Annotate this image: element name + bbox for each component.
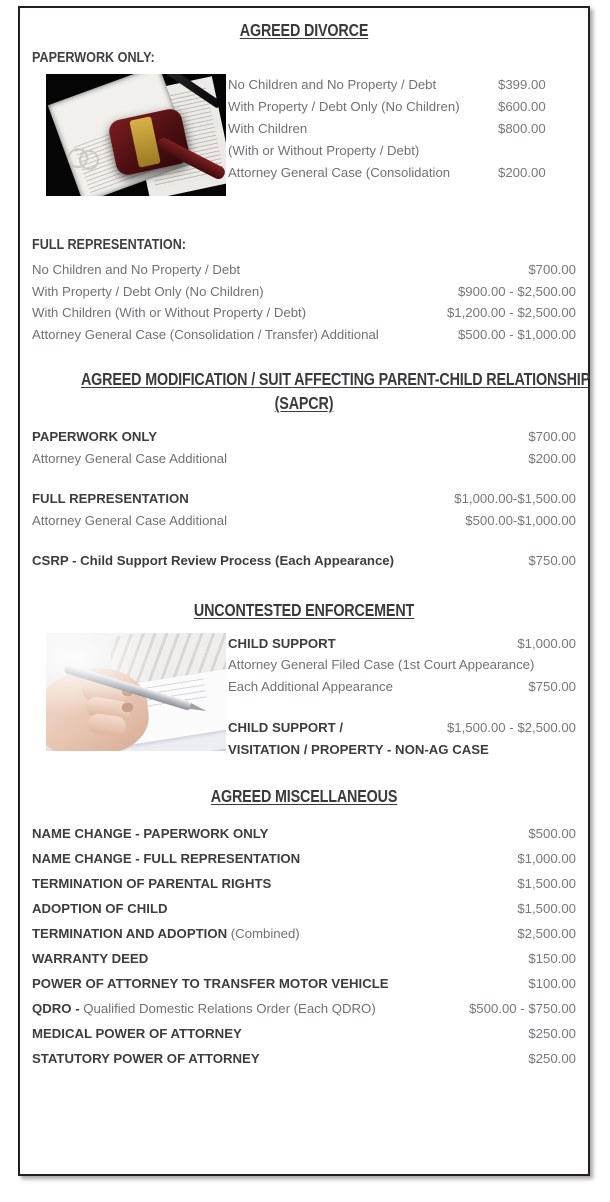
- item-label-suffix: (Combined): [227, 926, 300, 941]
- item-price: $500.00 - $750.00: [468, 1001, 576, 1016]
- list-item: [228, 96, 576, 118]
- item-price: $250.00: [528, 1051, 576, 1066]
- item-price: $1,200.00 - $2,500.00: [446, 305, 576, 320]
- item-label: CHILD SUPPORT /: [228, 720, 344, 735]
- item-label: STATUTORY POWER OF ATTORNEY: [32, 1051, 260, 1066]
- section-heading-agreed-divorce: [32, 20, 576, 41]
- item-price: $100.00: [528, 976, 576, 991]
- item-price: $1,000.00: [517, 635, 576, 651]
- item-label: No Children and No Property / Debt: [32, 262, 241, 277]
- table-row: [32, 426, 576, 448]
- item-price: $200.00: [528, 450, 576, 466]
- item-label: MEDICAL POWER OF ATTORNEY: [32, 1026, 242, 1041]
- section-heading-agreed-modification: [32, 369, 591, 414]
- item-price: $150.00: [528, 951, 576, 966]
- uncontested-enforcement-title-text: UNCONTESTED ENFORCEMENT: [193, 599, 415, 620]
- table-row: [32, 550, 576, 572]
- item-label: No Children and No Property / Debt: [228, 77, 437, 92]
- table-row: [32, 871, 576, 896]
- item-label: Attorney General Case (Consolidation / Transfer) Additional: [32, 326, 379, 342]
- item-price: $500.00-$1,000.00: [465, 512, 576, 528]
- item-label: PAPERWORK ONLY: [32, 429, 158, 444]
- table-row: [228, 739, 576, 761]
- item-label: Attorney General Case (Consolidation: [228, 165, 451, 180]
- table-row: [32, 971, 576, 996]
- table-row: [32, 1046, 576, 1071]
- table-row: [32, 946, 576, 971]
- item-label-suffix: Qualified Domestic Relations Order (Each QDRO): [79, 1001, 376, 1016]
- full-representation-price-list: [32, 259, 576, 345]
- item-price: $700.00: [528, 429, 576, 444]
- section-heading-uncontested-enforcement: [32, 600, 576, 621]
- table-row: [228, 676, 576, 698]
- table-row: [32, 259, 576, 281]
- item-price: $2,500.00: [517, 926, 576, 941]
- item-label: [32, 921, 509, 946]
- item-price: $700.00: [528, 262, 576, 277]
- item-price: $1,000.00: [517, 851, 576, 866]
- hand-writing-photo: [46, 633, 226, 751]
- item-price: $1,500.00 - $2,500.00: [446, 720, 576, 735]
- item-label: CSRP - Child Support Review Process (Each Appearance): [32, 553, 395, 568]
- item-price: $800.00: [498, 121, 546, 136]
- item-label-strong: QDRO -: [32, 1001, 80, 1016]
- table-row: [32, 921, 576, 946]
- sapcr-price-list: [32, 426, 576, 572]
- full-representation-subheading: FULL REPRESENTATION:: [32, 236, 187, 253]
- item-label: POWER OF ATTORNEY TO TRANSFER MOTOR VEHICLE: [32, 976, 389, 991]
- table-row: [32, 846, 576, 871]
- item-price: $750.00: [528, 678, 576, 694]
- table-row: [228, 717, 576, 739]
- table-row: [228, 633, 576, 655]
- item-label: Attorney General Case Additional: [32, 512, 227, 528]
- table-row: [32, 324, 576, 346]
- item-label-strong: TERMINATION AND ADOPTION: [32, 926, 228, 941]
- table-row: [32, 1021, 576, 1046]
- item-price: $200.00: [498, 165, 546, 180]
- miscellaneous-price-list: [32, 821, 576, 1071]
- table-row: [32, 281, 576, 303]
- list-item: [228, 140, 576, 162]
- table-row: [32, 821, 576, 846]
- item-label: NAME CHANGE - FULL REPRESENTATION: [32, 851, 301, 866]
- item-label: With Property / Debt Only (No Children): [32, 283, 264, 299]
- list-item: [228, 74, 576, 96]
- item-price: $250.00: [528, 1026, 576, 1041]
- paperwork-only-price-list: [228, 74, 576, 184]
- item-price: $500.00 - $1,000.00: [457, 326, 576, 342]
- table-row: [32, 510, 576, 532]
- item-label: CHILD SUPPORT: [228, 635, 336, 651]
- item-price: $1,500.00: [517, 876, 576, 891]
- item-label: NAME CHANGE - PAPERWORK ONLY: [32, 826, 269, 841]
- fee-schedule-page: [18, 6, 590, 1176]
- gavel-photo: [46, 74, 226, 196]
- item-label: Attorney General Case Additional: [32, 450, 227, 466]
- table-row: [32, 302, 576, 324]
- item-label: [32, 996, 461, 1021]
- table-row: [228, 654, 576, 676]
- item-label: VISITATION / PROPERTY - NON-AG CASE: [228, 741, 489, 757]
- item-label: Attorney General Filed Case (1st Court Appearance): [228, 657, 535, 672]
- table-row: [32, 896, 576, 921]
- item-label: With Children (With or Without Property / Debt): [32, 305, 307, 320]
- item-price: $500.00: [528, 826, 576, 841]
- table-row: [32, 448, 576, 470]
- item-label: FULL REPRESENTATION: [32, 491, 189, 506]
- item-price: $399.00: [498, 77, 546, 92]
- item-price: $600.00: [498, 99, 546, 114]
- enforcement-price-list: [228, 633, 576, 761]
- list-item: [228, 162, 576, 184]
- item-label: WARRANTY DEED: [32, 951, 149, 966]
- agreed-divorce-title-text: AGREED DIVORCE: [239, 20, 369, 40]
- uncontested-enforcement-block: [32, 633, 576, 761]
- list-item: [228, 118, 576, 140]
- table-row: [32, 488, 576, 510]
- item-label: ADOPTION OF CHILD: [32, 901, 168, 916]
- divorce-paperwork-block: [32, 74, 576, 200]
- item-label: Each Additional Appearance: [228, 678, 393, 694]
- item-price: $1,000.00-$1,500.00: [454, 491, 576, 506]
- paperwork-only-subheading: PAPERWORK ONLY:: [32, 49, 155, 66]
- section-heading-agreed-miscellaneous: [32, 786, 576, 807]
- item-label: (With or Without Property / Debt): [228, 143, 420, 158]
- item-label: With Children: [228, 121, 308, 136]
- sapcr-title-line1: AGREED MODIFICATION / SUIT AFFECTING PARENT-CHILD RELATIONSHIP: [80, 369, 591, 389]
- item-price: $750.00: [528, 553, 576, 568]
- item-label: With Property / Debt Only (No Children): [228, 99, 460, 114]
- item-price: $1,500.00: [517, 901, 576, 916]
- item-price: $900.00 - $2,500.00: [457, 283, 576, 299]
- table-row: [32, 996, 576, 1021]
- item-label: TERMINATION OF PARENTAL RIGHTS: [32, 876, 272, 891]
- sapcr-title-line2: (SAPCR): [274, 393, 334, 413]
- agreed-miscellaneous-title-text: AGREED MISCELLANEOUS: [210, 786, 398, 806]
